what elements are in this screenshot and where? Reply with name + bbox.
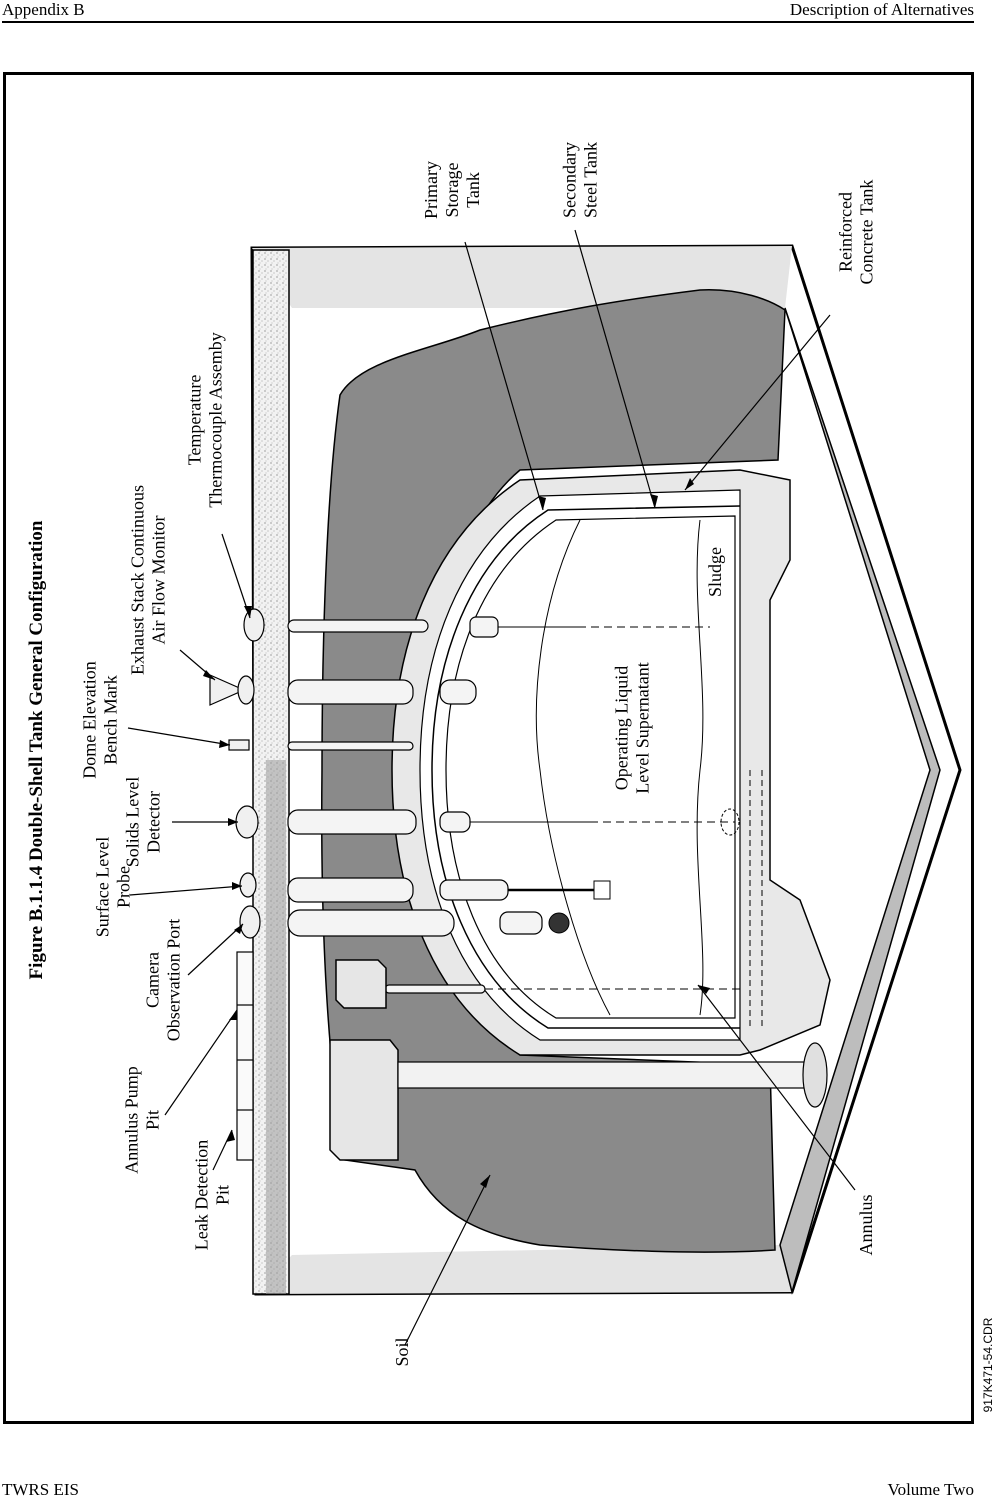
riser-probe [288, 878, 413, 902]
dome-elevation-bench-mark-label-line: Dome Elevation [79, 661, 100, 779]
primary-storage-tank-label [421, 161, 483, 219]
solids-level-detector-label-line: Detector [143, 791, 164, 853]
annulus-pump-pit-label-line: Annulus Pump [121, 1066, 142, 1174]
solids-level-detector-label [123, 777, 164, 868]
soil-label [392, 1337, 412, 1366]
sludge-label-line: Sludge [705, 546, 725, 598]
riser-annulus [385, 985, 485, 993]
primary-storage-tank-label-line: Primary [421, 161, 441, 219]
operating-liquid-level-label-line: Level Supernatant [632, 662, 653, 794]
camera-observation-port-label-line: Camera [142, 952, 163, 1008]
exhaust-stack-label [128, 485, 169, 675]
annulus-label [856, 1194, 876, 1255]
sludge-label [705, 547, 725, 597]
temperature-thermocouple-label-line: Thermocouple Assemby [205, 332, 226, 508]
exhaust-stack-label-line: Exhaust Stack Continuous [127, 485, 148, 675]
riser-exhaust-lower [440, 680, 476, 704]
surface-level-probe-label-line: Probe [113, 866, 134, 908]
temperature-thermocouple-label [185, 332, 226, 507]
camera-lens-icon [549, 913, 569, 933]
riser-camera [288, 910, 454, 936]
leak-detection-pit-label-line: Pit [212, 1184, 233, 1206]
leak-detection-pit-label [192, 1140, 233, 1250]
figure-title: Figure B.1.1.4 Double-Shell Tank General Configuration [26, 520, 47, 980]
annulus-pump-pit-label-line: Pit [142, 1109, 163, 1131]
annulus-pump-pit-label [122, 1066, 163, 1174]
riser-thermocouple-lower [470, 617, 498, 637]
riser-camera-lower [500, 912, 542, 934]
header-right: Description of Alternatives [789, 0, 974, 19]
leak-detection-pit-label-line: Leak Detection [191, 1139, 212, 1251]
operating-liquid-level-label-line: Operating Liquid [611, 665, 632, 791]
primary-storage-tank [446, 516, 735, 1018]
riser-solids [288, 810, 416, 834]
secondary-steel-tank-label-line: Secondary [559, 142, 580, 218]
primary-storage-tank-label-line: Storage [442, 162, 462, 218]
primary-storage-tank-label-line: Tank [463, 172, 483, 208]
reinforced-concrete-tank-label-line: Reinforced [835, 192, 856, 272]
soil-label-line: Soil [392, 1337, 412, 1367]
dome-elevation-bench-mark-label [80, 661, 121, 778]
drawing-code: 917K471-54.CDR [981, 1317, 995, 1413]
secondary-steel-tank-label-line: Steel Tank [580, 142, 601, 218]
secondary-steel-tank-label [560, 142, 601, 218]
riser-thermocouple [288, 620, 428, 632]
riser-exhaust [288, 680, 413, 704]
reinforced-concrete-tank-label [836, 180, 877, 285]
dome-elevation-bench-mark-label-line: Bench Mark [100, 675, 121, 765]
footer-right: Volume Two [887, 1480, 974, 1499]
operating-liquid-level-label [612, 662, 653, 793]
riser-probe-lower [440, 880, 508, 900]
annulus-label-line: Annulus [856, 1194, 876, 1256]
solids-level-detector-label-line: Solids Level [122, 776, 143, 868]
temperature-thermocouple-label-line: Temperature [184, 374, 205, 466]
riser-bench-mark [288, 742, 413, 750]
gravel-dark-layer [266, 760, 286, 1294]
surface-probe-weight [594, 881, 610, 899]
riser-solids-lower [440, 812, 470, 832]
header-left: Appendix B [2, 0, 85, 19]
surface-level-probe-label-line: Surface Level [92, 836, 113, 938]
reinforced-concrete-tank-label-line: Concrete Tank [856, 179, 877, 285]
exhaust-stack-label-line: Air Flow Monitor [148, 515, 169, 645]
annulus-pump-column [398, 1062, 818, 1088]
camera-observation-port-label [143, 919, 184, 1041]
footer-left: TWRS EIS [2, 1480, 79, 1499]
camera-observation-port-label-line: Observation Port [163, 918, 184, 1042]
annulus-pump-base [803, 1043, 827, 1107]
